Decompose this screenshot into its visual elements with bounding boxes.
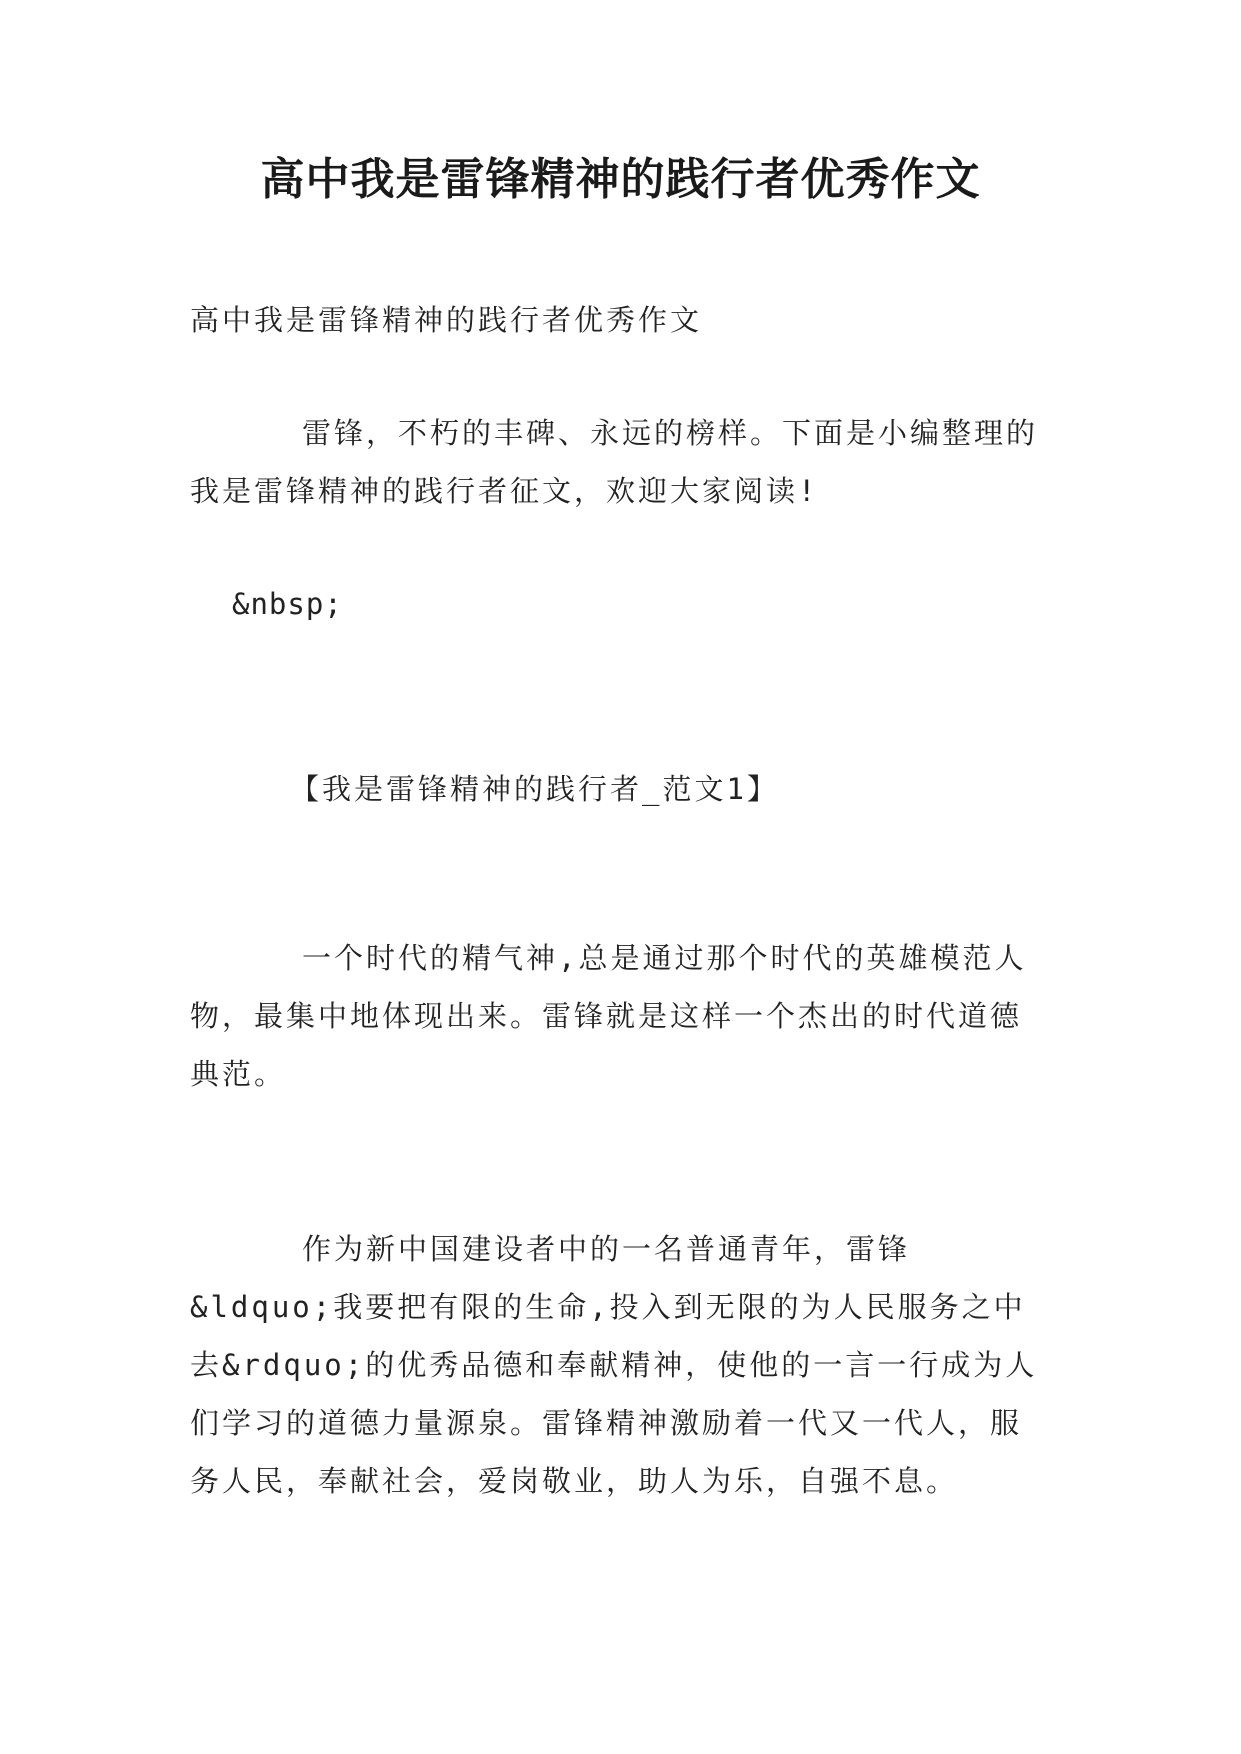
body-paragraph: 一个时代的精气神,总是通过那个时代的英雄模范人物，最集中地体现出来。雷锋就是这样一个杰出的时代道德典范。 bbox=[190, 941, 1027, 1091]
document-title: 高中我是雷锋精神的践行者优秀作文 bbox=[260, 154, 981, 205]
section-heading: 【我是雷锋精神的践行者_范文1】 bbox=[290, 772, 779, 806]
intro-paragraph: 雷锋，不朽的丰碑、永远的榜样。下面是小编整理的我是雷锋精神的践行者征文，欢迎大家阅读! bbox=[190, 416, 1039, 508]
body-paragraph: 作为新中国建设者中的一名普通青年，雷锋&ldquo;我要把有限的生命,投入到无限的为人民服务之中去&rdquo;的优秀品德和奉献精神，使他的一言一行成为人们学习的道德力量源泉。雷锋精神激励着一代又一代人，服务人民，奉献社会，爱岗敬业，助人为乐，自强不息。 bbox=[190, 1232, 1038, 1498]
document-subtitle: 高中我是雷锋精神的践行者优秀作文 bbox=[190, 303, 703, 337]
nbsp-text-line: &nbsp; bbox=[232, 587, 343, 621]
